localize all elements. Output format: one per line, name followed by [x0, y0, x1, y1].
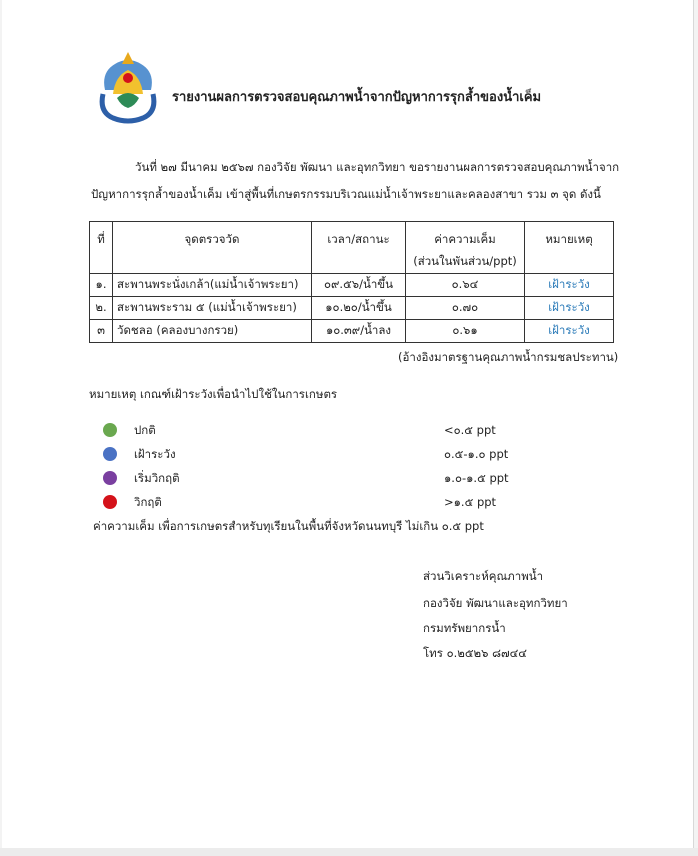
legend-range: >๑.๕ ppt [444, 495, 497, 509]
header-salinity-line2: (ส่วนในพันส่วน/ppt) [413, 254, 517, 268]
row-location: สะพานพระราม ๕ (แม่น้ำเจ้าพระยา) [113, 297, 312, 320]
legend-heading: หมายเหตุ เกณฑ์เฝ้าระวังเพื่อนำไปใช้ในการเกษตร [89, 387, 338, 401]
table-row [90, 274, 614, 297]
row-salinity: ๐.๗๐ [406, 297, 525, 320]
legend-range: <๐.๕ ppt [444, 423, 496, 437]
signature-line-1: ส่วนวิเคราะห์คุณภาพน้ำ [423, 569, 544, 583]
legend-label: ปกติ [134, 423, 156, 437]
header-salinity [406, 222, 525, 274]
department-logo [95, 50, 161, 124]
red-dot-icon [103, 495, 117, 509]
intro-line-2: ปัญหาการรุกล้ำของน้ำเค็ม เข้าสู่พื้นที่เกษตรกรรมบริเวณแม่น้ำเจ้าพระยาและคลองสาขา รวม ๓ จุด ดังนี้ [91, 187, 601, 201]
intro-line-1: วันที่ ๒๗ มีนาคม ๒๕๖๗ กองวิจัย พัฒนา และอุทกวิทยา ขอรายงานผลการตรวจสอบคุณภาพน้ำจาก [135, 160, 620, 174]
table-header-row [90, 222, 614, 274]
page-bottom-bar [0, 848, 698, 856]
legend-range: ๑.๐-๑.๕ ppt [444, 471, 509, 485]
signature-phone: โทร ๐.๒๕๒๖ ๘๗๔๔ [423, 646, 528, 660]
row-no: ๓ [90, 320, 113, 343]
row-time: ๐๙.๕๖/น้ำขึ้น [312, 274, 406, 297]
salinity-footnote: ค่าความเค็ม เพื่อการเกษตรสำหรับทุเรียนในพื้นที่จังหวัดนนทบุรี ไม่เกิน ๐.๕ ppt [93, 519, 484, 533]
row-status: เฝ้าระวัง [525, 320, 614, 343]
header-no: ที่ [90, 222, 113, 274]
report-title: รายงานผลการตรวจสอบคุณภาพน้ำจากปัญหาการรุกล้ำของน้ำเค็ม [172, 90, 542, 105]
salinity-table [89, 221, 614, 343]
row-status: เฝ้าระวัง [525, 274, 614, 297]
legend-label: วิกฤติ [134, 495, 162, 509]
row-location: สะพานพระนั่งเกล้า(แม่น้ำเจ้าพระยา) [113, 274, 312, 297]
row-salinity: ๐.๖๑ [406, 320, 525, 343]
green-dot-icon [103, 423, 117, 437]
purple-dot-icon [103, 471, 117, 485]
row-status: เฝ้าระวัง [525, 297, 614, 320]
legend-range: ๐.๕-๑.๐ ppt [444, 447, 509, 461]
header-location: จุดตรวจวัด [113, 222, 312, 274]
signature-line-2: กองวิจัย พัฒนาและอุทกวิทยา [423, 596, 568, 610]
signature-line-3: กรมทรัพยากรน้ำ [423, 621, 506, 635]
legend-label: เริ่มวิกฤติ [134, 471, 180, 485]
table-row [90, 320, 614, 343]
blue-dot-icon [103, 447, 117, 461]
row-no: ๑. [90, 274, 113, 297]
reference-note: (อ้างอิงมาตรฐานคุณภาพน้ำกรมชลประทาน) [398, 350, 619, 364]
row-no: ๒. [90, 297, 113, 320]
document-page [2, 0, 694, 848]
row-time: ๑๐.๓๙/น้ำลง [312, 320, 406, 343]
row-location: วัดชลอ (คลองบางกรวย) [113, 320, 312, 343]
table-row [90, 297, 614, 320]
legend-label: เฝ้าระวัง [134, 447, 176, 461]
header-time: เวลา/สถานะ [312, 222, 406, 274]
header-salinity-line1: ค่าความเค็ม [434, 232, 496, 246]
row-time: ๑๐.๒๐/น้ำขึ้น [312, 297, 406, 320]
row-salinity: ๐.๖๔ [406, 274, 525, 297]
header-note: หมายเหตุ [525, 222, 614, 274]
